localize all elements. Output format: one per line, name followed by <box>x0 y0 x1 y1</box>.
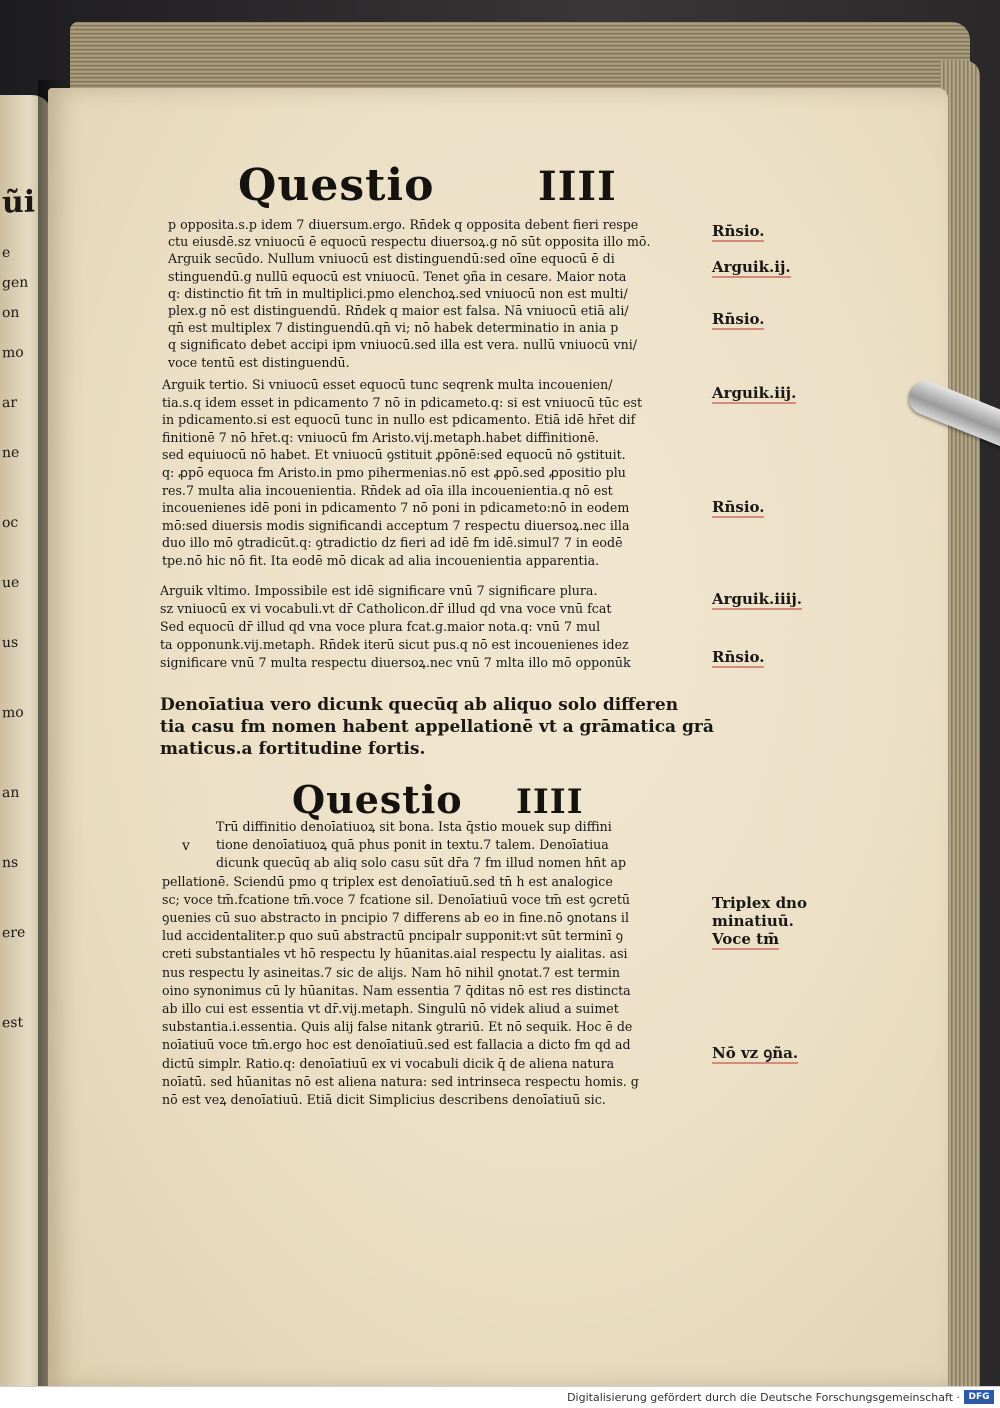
text-line: res.7 multa alia incouenientia. Rn̄dek ad oīa illa incouenientia.q nō est <box>162 482 613 498</box>
margin-note <box>712 222 764 240</box>
left-fragment: est <box>2 1014 24 1032</box>
left-fragment: ar <box>2 394 18 412</box>
text-line: nus respectu ly asineitas.7 sic de alijs. Nam hō nihil ꝯnotat.7 est termin <box>162 964 620 980</box>
text-block-1 <box>168 216 650 371</box>
margin-note: minatiuū. <box>712 912 794 930</box>
text-line: Arguik tertio. Si vniuocū esset equocū tunc seqrenk multa incouenien/ <box>162 377 613 392</box>
left-fragment: ns <box>2 854 19 872</box>
text-line: ctu eiusdē.sz vniuocū ē equocū respectu diuersoꝝ.g nō sūt opposita illo mō. <box>168 234 651 250</box>
margin-note-text: Voce tm̄ <box>712 930 779 948</box>
text-line: Arguik vltimo. Impossibile est idē significare vnū 7 significare plura. <box>160 583 598 598</box>
margin-note-text: Arguik.ij. <box>712 258 791 276</box>
text-block-2 <box>162 376 642 570</box>
left-fragment: e <box>2 244 11 262</box>
margin-note <box>712 258 791 276</box>
text-line: q: distinctio fit tm̄ in multiplici.pmo elenchoꝝ.sed vniuocū non est multi/ <box>168 285 628 301</box>
margin-note-text: Arguik.iij. <box>712 384 797 402</box>
left-fragment: us <box>2 634 19 652</box>
text-line: finitionē 7 nō hr̄et.q: vniuocū fm Aristo.vij.metaph.habet diffinitionē. <box>162 429 600 445</box>
left-fragment: mo <box>2 344 24 362</box>
left-fragment: ũi <box>2 184 36 221</box>
text-line: voce tentū est distinguendū. <box>168 354 350 370</box>
initial-v: v <box>182 838 190 854</box>
text-line: noīatū. sed hūanitas nō est aliena natura: sed intrinseca respectu homis. g <box>162 1073 639 1089</box>
text-line: qn̄ est multiplex 7 distinguendū.qn̄ vi; nō habek determinatio in ania p <box>168 320 619 336</box>
questio-word: Questio <box>238 160 435 211</box>
footer-text: Digitalisierung gefördert durch die Deutsche Forschungsgemeinschaft · <box>567 1391 960 1404</box>
text-line: nō est veꝝ denoīatiuū. Etiā dicit Simplicius describens denoīatiuū sic. <box>162 1092 606 1108</box>
margin-note <box>712 1044 798 1062</box>
text-line: oino synonimus cū ly hūanitas. Nam essentia 7 q̄ditas nō est res distincta <box>162 982 631 998</box>
text-line: ꝯuenies cū suo abstracto in pncipio 7 differens ab eo in fine.nō ꝯnotans il <box>162 910 629 926</box>
text-line: sz vniuocū ex vi vocabuli.vt dr̄ Catholicon.dr̄ illud qd vna voce vnū fcat <box>160 601 612 616</box>
left-fragment: on <box>2 304 20 322</box>
left-fragment: ne <box>2 444 20 462</box>
text-line: tia casu fm nomen habent appellationē vt a grāmatica grā <box>160 717 714 737</box>
text-line: tia.s.q idem esset in pdicamento 7 nō in pdicameto.q: si est vniuocū tūc est <box>162 394 643 410</box>
text-line: Sed equocū dr̄ illud qd vna voce plura fcat.g.maior nota.q: vnū 7 mul <box>160 619 601 634</box>
left-fragment: ere <box>2 924 26 942</box>
left-fragment: an <box>2 784 20 802</box>
text-line: incouenienes idē poni in pdicamento 7 nō poni in pdicameto:nō in eodem <box>162 500 630 516</box>
dfg-logo: DFG <box>964 1390 994 1404</box>
questio-heading-1 <box>238 160 434 211</box>
left-fragment: ue <box>2 574 20 592</box>
text-line: duo illo mō ꝯtradicūt.q: ꝯtradictio dz fieri ad idē fm idē.simul7 7 in eodē <box>162 535 623 551</box>
denominativa-definition <box>160 694 714 760</box>
text-line: in pdicamento.si est equocū tunc in nullo est pdicamento. Etiā idē hr̄et dif <box>162 412 636 428</box>
margin-note <box>712 590 802 608</box>
text-line: dicunk quecūq ab aliq solo casu sūt dr̄a 7 fm illud nomen hn̄t ap <box>216 855 627 871</box>
text-line: q significato debet accipi ipm vniuocū.sed illa est vera. nullū vniuocū vni/ <box>168 337 638 353</box>
text-line: Trū diffinitio denoīatiuoꝝ sit bona. Ista q̄stio mouek sup diffini <box>216 819 612 834</box>
margin-note <box>712 648 764 666</box>
margin-note: Triplex dno <box>712 894 807 912</box>
text-line: creti substantiales vt hō respectu ly hūanitas.aial respectu ly aialitas. asi <box>162 946 628 962</box>
questio-heading-2 <box>292 777 463 822</box>
left-fragment: oc <box>2 514 19 532</box>
text-line: lud accidentaliter.p quo suū abstractū pncipalr supponit:vt sūt terminī ꝯ <box>162 928 624 944</box>
text-line: substantia.i.essentia. Quis alij false nitank ꝯtrariū. Et nō sequik. Hoc ē de <box>162 1019 633 1035</box>
questio-number-2: IIII <box>516 782 584 822</box>
text-block-3 <box>160 582 631 672</box>
text-line: Denoīatiua vero dicunk quecūq ab aliquo solo differen <box>160 695 679 715</box>
text-line: Arguik secūdo. Nullum vniuocū est distinguendū:sed oīne equocū ē di <box>168 251 615 267</box>
margin-note <box>712 930 779 948</box>
text-line: pellationē. Sciendū pmo q triplex est denoīatiuū.sed tn̄ h est analogice <box>162 873 613 889</box>
margin-note-text: Arguik.iiij. <box>712 590 802 608</box>
margin-note-text: Rn̄sio. <box>712 310 765 328</box>
footer-bar <box>0 1386 1000 1408</box>
margin-note-text: Nō vz ꝯña. <box>712 1044 799 1062</box>
margin-note <box>712 384 796 402</box>
margin-note-text: Rn̄sio. <box>712 222 765 240</box>
text-line: plex.g nō est distinguendū. Rn̄dek q maior est falsa. Nā vniuocū etiā ali/ <box>168 303 629 319</box>
text-line: maticus.a fortitudine fortis. <box>160 739 426 759</box>
left-fragment: gen <box>2 274 29 292</box>
text-line: sed equiuocū nō habet. Et vniuocū ꝯstituit ꝓpōnē:sed equocū nō ꝯstituit. <box>162 447 626 463</box>
text-line: p opposita.s.p idem 7 diuersum.ergo. Rn̄dek q opposita debent fieri respe <box>168 217 639 232</box>
text-line: ab illo cui est essentia vt dr̄.vij.metaph. Singulū nō videk aliud a suimet <box>162 1001 619 1017</box>
margin-note-text: Rn̄sio. <box>712 498 765 516</box>
text-line: tpe.nō hic nō fit. Ita eodē mō dicak ad alia incouenientia apparentia. <box>162 552 600 568</box>
margin-note-text: Rn̄sio. <box>712 648 765 666</box>
text-line: q: ꝓpō equoca fm Aristo.in pmo pihermenias.nō est ꝓpō.sed ꝓpositio plu <box>162 464 626 480</box>
text-line: ta opponunk.vij.metaph. Rn̄dek iterū sicut pus.q nō est incouenienes idez <box>160 637 629 652</box>
text-line: dictū simplr. Ratio.q: denoīatiuū ex vi vocabuli dicik q̄ de aliena natura <box>162 1055 615 1071</box>
text-line: mō:sed diuersis modis significandi acceptum 7 respectu diuersoꝝ.nec illa <box>162 517 630 533</box>
questio-word: Questio <box>292 777 463 822</box>
text-line: tione denoīatiuoꝝ quā phus ponit in textu.7 talem. Denoīatiua <box>216 837 609 853</box>
left-fragment: mo <box>2 704 24 722</box>
margin-note <box>712 498 764 516</box>
text-line: sc; voce tm̄.fcatione tm̄.voce 7 fcatione sil. Denoīatiuū voce tm̄ est ꝯcretū <box>162 891 631 907</box>
text-block-4 <box>162 818 639 1109</box>
text-line: significare vnū 7 multa respectu diuersoꝝ.nec vnū 7 mlta illo mō opponūk <box>160 655 631 670</box>
margin-note <box>712 310 764 328</box>
questio-number-1: IIII <box>538 163 617 210</box>
text-line: noīatiuū voce tm̄.ergo hoc est denoīatiuū.sed est fallacia a dicto fm qd ad <box>162 1037 631 1053</box>
text-line: stinguendū.g nullū equocū est vniuocū. Tenet ꝯña in cesare. Maior nota <box>168 268 627 284</box>
